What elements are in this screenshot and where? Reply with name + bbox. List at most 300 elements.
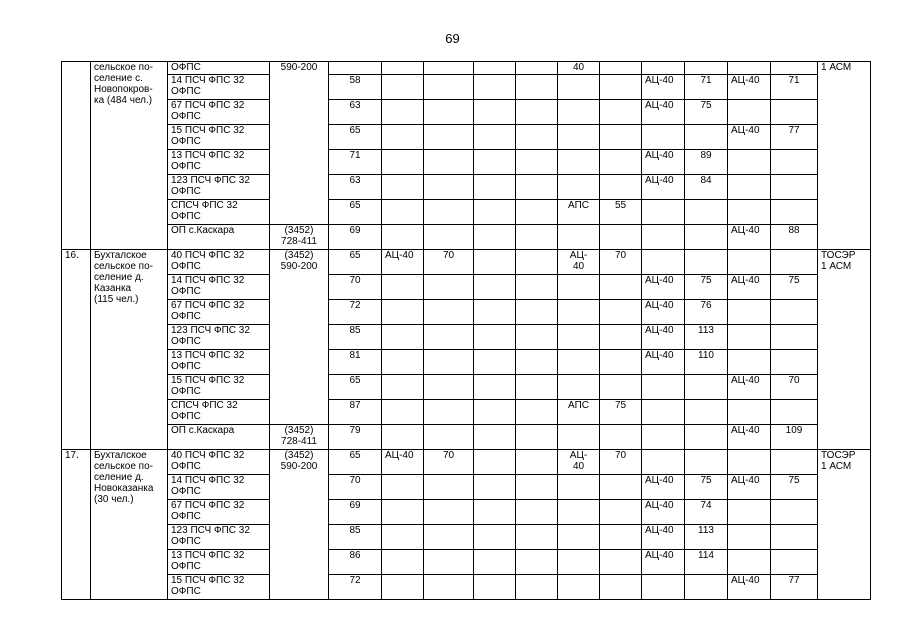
vehicle-type-cell <box>382 550 424 575</box>
vehicle-time-cell <box>685 425 728 450</box>
empty-cell <box>474 400 516 425</box>
empty-cell <box>516 450 558 475</box>
empty-cell <box>474 250 516 275</box>
vehicle-type-cell <box>558 375 600 400</box>
vehicle-type-cell <box>558 575 600 600</box>
empty-cell <box>424 62 474 75</box>
vehicle-type-cell: АПС <box>558 400 600 425</box>
unit-cell: 123 ПСЧ ФПС 32 ОФПС <box>168 175 270 200</box>
vehicle-type-cell <box>558 275 600 300</box>
empty-cell <box>771 62 818 75</box>
vehicle-time-cell: 75 <box>685 100 728 125</box>
vehicle-time-cell <box>600 550 642 575</box>
table-row <box>62 525 871 550</box>
empty-cell <box>516 175 558 200</box>
vehicle-type-cell: АЦ-40 <box>728 225 771 250</box>
arrival-time-cell: 65 <box>329 125 382 150</box>
vehicle-time-cell <box>685 450 728 475</box>
table-row <box>62 425 871 450</box>
arrival-time-cell: 85 <box>329 525 382 550</box>
vehicle-time-cell <box>600 100 642 125</box>
unit-cell: ОФПС <box>168 62 270 75</box>
vehicle-time-cell: 70 <box>424 250 474 275</box>
vehicle-time-cell <box>424 575 474 600</box>
arrival-time-cell: 65 <box>329 450 382 475</box>
vehicle-time-cell: 75 <box>600 400 642 425</box>
table-row <box>62 375 871 400</box>
arrival-time-cell: 86 <box>329 550 382 575</box>
vehicle-time-cell <box>424 275 474 300</box>
settlement-cell: Бухталское сельское по- селение д. Новоказанка (30 чел.) <box>91 450 168 600</box>
vehicle-type-cell: АЦ-40 <box>642 525 685 550</box>
vehicle-time-cell <box>771 100 818 125</box>
vehicle-time-cell: 113 <box>685 525 728 550</box>
unit-cell: 14 ПСЧ ФПС 32 ОФПС <box>168 75 270 100</box>
unit-cell: 67 ПСЧ ФПС 32 ОФПС <box>168 500 270 525</box>
vehicle-time-cell <box>600 425 642 450</box>
vehicle-type-cell <box>642 450 685 475</box>
vehicle-type-cell: АЦ-40 <box>642 150 685 175</box>
vehicle-time-cell <box>424 400 474 425</box>
vehicle-time-cell <box>600 325 642 350</box>
vehicle-type-cell: АЦ-40 <box>728 375 771 400</box>
vehicle-type-cell <box>558 550 600 575</box>
vehicle-type-cell: АЦ-40 <box>728 425 771 450</box>
table-row <box>62 250 871 275</box>
note-cell: 1 АСМ <box>818 62 871 250</box>
vehicle-type-cell <box>382 475 424 500</box>
arrival-time-cell: 63 <box>329 100 382 125</box>
empty-cell <box>516 400 558 425</box>
unit-cell: 14 ПСЧ ФПС 32 ОФПС <box>168 475 270 500</box>
vehicle-type-cell: АЦ-40 <box>642 550 685 575</box>
empty-cell <box>474 75 516 100</box>
vehicle-time-cell <box>600 575 642 600</box>
vehicle-time-cell <box>771 150 818 175</box>
vehicle-time-cell: 70 <box>600 450 642 475</box>
vehicle-time-cell: 88 <box>771 225 818 250</box>
empty-cell <box>516 125 558 150</box>
vehicle-type-cell <box>728 325 771 350</box>
section-number-cell: 17. <box>62 450 91 600</box>
vehicle-time-cell <box>424 350 474 375</box>
vehicle-time-cell <box>600 75 642 100</box>
vehicle-type-cell <box>642 200 685 225</box>
table-row <box>62 200 871 225</box>
empty-cell <box>474 175 516 200</box>
vehicle-type-cell <box>642 125 685 150</box>
table-row <box>62 150 871 175</box>
empty-cell <box>474 200 516 225</box>
table-row <box>62 400 871 425</box>
vehicle-time-cell: 75 <box>685 475 728 500</box>
vehicle-type-cell <box>728 450 771 475</box>
vehicle-time-cell <box>424 75 474 100</box>
vehicle-time-cell <box>600 525 642 550</box>
vehicle-time-cell <box>600 350 642 375</box>
vehicle-time-cell <box>600 150 642 175</box>
vehicle-time-cell <box>424 175 474 200</box>
vehicle-type-cell <box>558 75 600 100</box>
empty-cell <box>474 325 516 350</box>
vehicle-type-cell <box>728 150 771 175</box>
vehicle-type-cell <box>728 400 771 425</box>
arrival-time-cell: 72 <box>329 300 382 325</box>
vehicle-type-cell <box>382 425 424 450</box>
vehicle-type-cell <box>558 175 600 200</box>
vehicle-time-cell <box>685 200 728 225</box>
table-row <box>62 75 871 100</box>
table-row <box>62 450 871 475</box>
arrival-time-cell: 65 <box>329 200 382 225</box>
vehicle-time-cell <box>685 375 728 400</box>
table-row <box>62 325 871 350</box>
vehicle-type-cell <box>382 575 424 600</box>
vehicle-time-cell <box>600 225 642 250</box>
vehicle-time-cell: 75 <box>771 475 818 500</box>
vehicle-time-cell <box>424 200 474 225</box>
vehicle-type-cell <box>558 125 600 150</box>
vehicle-time-cell: 77 <box>771 125 818 150</box>
vehicle-time-cell <box>771 450 818 475</box>
unit-cell: 123 ПСЧ ФПС 32 ОФПС <box>168 325 270 350</box>
vehicle-type-cell <box>642 250 685 275</box>
vehicle-time-cell <box>600 275 642 300</box>
vehicle-time-cell: 77 <box>771 575 818 600</box>
empty-cell <box>516 62 558 75</box>
empty-cell <box>474 100 516 125</box>
empty-cell <box>516 475 558 500</box>
vehicle-time-cell: 70 <box>424 450 474 475</box>
vehicle-type-cell: 40 <box>558 62 600 75</box>
empty-cell <box>516 275 558 300</box>
vehicle-type-cell <box>728 500 771 525</box>
vehicle-type-cell <box>558 350 600 375</box>
empty-cell <box>474 125 516 150</box>
vehicle-type-cell: АЦ-40 <box>728 125 771 150</box>
vehicle-time-cell <box>685 225 728 250</box>
unit-cell: 40 ПСЧ ФПС 32 ОФПС <box>168 450 270 475</box>
empty-cell <box>516 375 558 400</box>
empty-cell <box>474 375 516 400</box>
empty-cell <box>728 62 771 75</box>
empty-cell <box>516 150 558 175</box>
arrival-time-cell: 70 <box>329 475 382 500</box>
vehicle-type-cell <box>382 500 424 525</box>
vehicle-type-cell <box>558 500 600 525</box>
vehicle-time-cell <box>424 100 474 125</box>
vehicle-type-cell <box>728 175 771 200</box>
vehicle-type-cell: АЦ-40 <box>642 100 685 125</box>
vehicle-type-cell <box>382 150 424 175</box>
unit-cell: 67 ПСЧ ФПС 32 ОФПС <box>168 300 270 325</box>
fire-dispatch-table <box>61 61 871 600</box>
empty-cell <box>474 525 516 550</box>
vehicle-type-cell <box>558 100 600 125</box>
vehicle-type-cell <box>728 525 771 550</box>
vehicle-type-cell: АЦ-40 <box>642 300 685 325</box>
empty-cell <box>474 475 516 500</box>
vehicle-type-cell: АЦ-40 <box>728 75 771 100</box>
vehicle-type-cell: АЦ- 40 <box>558 250 600 275</box>
vehicle-time-cell <box>600 300 642 325</box>
vehicle-time-cell: 70 <box>771 375 818 400</box>
vehicle-type-cell <box>382 175 424 200</box>
empty-cell <box>474 500 516 525</box>
vehicle-time-cell: 84 <box>685 175 728 200</box>
vehicle-time-cell <box>424 550 474 575</box>
vehicle-time-cell <box>771 325 818 350</box>
note-cell: ТОСЭР 1 АСМ <box>818 450 871 600</box>
phone-cell: (3452) 590-200 <box>270 450 329 600</box>
vehicle-type-cell: АЦ-40 <box>642 275 685 300</box>
vehicle-time-cell <box>424 225 474 250</box>
vehicle-type-cell <box>382 400 424 425</box>
unit-cell: 14 ПСЧ ФПС 32 ОФПС <box>168 275 270 300</box>
arrival-time-cell: 85 <box>329 325 382 350</box>
page-number: 69 <box>445 31 460 46</box>
table-row <box>62 350 871 375</box>
vehicle-type-cell <box>382 100 424 125</box>
vehicle-type-cell <box>728 300 771 325</box>
vehicle-type-cell <box>728 250 771 275</box>
arrival-time-cell: 65 <box>329 375 382 400</box>
vehicle-time-cell <box>600 500 642 525</box>
vehicle-type-cell <box>642 575 685 600</box>
empty-cell <box>474 62 516 75</box>
empty-cell <box>474 450 516 475</box>
table-row <box>62 500 871 525</box>
table-row <box>62 550 871 575</box>
vehicle-time-cell <box>424 525 474 550</box>
vehicle-type-cell <box>382 525 424 550</box>
table-row <box>62 575 871 600</box>
vehicle-time-cell: 110 <box>685 350 728 375</box>
section-number-cell <box>62 62 91 250</box>
empty-cell <box>516 350 558 375</box>
empty-cell <box>516 100 558 125</box>
vehicle-type-cell: АПС <box>558 200 600 225</box>
vehicle-type-cell <box>558 525 600 550</box>
vehicle-type-cell <box>558 475 600 500</box>
vehicle-time-cell: 70 <box>600 250 642 275</box>
vehicle-time-cell <box>424 475 474 500</box>
vehicle-type-cell <box>728 550 771 575</box>
arrival-time-cell: 63 <box>329 175 382 200</box>
vehicle-time-cell: 75 <box>771 275 818 300</box>
vehicle-time-cell <box>771 400 818 425</box>
phone-cell: (3452) 728-411 <box>270 225 329 250</box>
vehicle-time-cell <box>424 500 474 525</box>
vehicle-time-cell <box>771 300 818 325</box>
vehicle-time-cell <box>424 425 474 450</box>
vehicle-time-cell: 76 <box>685 300 728 325</box>
table-row <box>62 175 871 200</box>
vehicle-time-cell <box>771 500 818 525</box>
phone-cell: 590-200 <box>270 62 329 225</box>
table-row <box>62 300 871 325</box>
vehicle-time-cell <box>685 400 728 425</box>
vehicle-type-cell: АЦ-40 <box>642 500 685 525</box>
arrival-time-cell <box>329 62 382 75</box>
arrival-time-cell: 87 <box>329 400 382 425</box>
vehicle-type-cell <box>728 350 771 375</box>
vehicle-time-cell <box>771 350 818 375</box>
table-row <box>62 125 871 150</box>
empty-cell <box>685 62 728 75</box>
vehicle-type-cell <box>558 300 600 325</box>
vehicle-time-cell <box>685 250 728 275</box>
vehicle-type-cell: АЦ-40 <box>728 575 771 600</box>
unit-cell: 123 ПСЧ ФПС 32 ОФПС <box>168 525 270 550</box>
empty-cell <box>516 500 558 525</box>
vehicle-type-cell: АЦ-40 <box>642 475 685 500</box>
empty-cell <box>516 575 558 600</box>
vehicle-time-cell <box>771 175 818 200</box>
arrival-time-cell: 65 <box>329 250 382 275</box>
vehicle-time-cell <box>600 175 642 200</box>
vehicle-time-cell <box>771 200 818 225</box>
empty-cell <box>516 425 558 450</box>
phone-cell: (3452) 728-411 <box>270 425 329 450</box>
unit-cell: ОП с.Каскара <box>168 225 270 250</box>
vehicle-type-cell <box>382 300 424 325</box>
unit-cell: 15 ПСЧ ФПС 32 ОФПС <box>168 375 270 400</box>
empty-cell <box>516 250 558 275</box>
empty-cell <box>516 550 558 575</box>
vehicle-type-cell: АЦ-40 <box>642 75 685 100</box>
unit-cell: 13 ПСЧ ФПС 32 ОФПС <box>168 150 270 175</box>
unit-cell: ОП с.Каскара <box>168 425 270 450</box>
vehicle-time-cell <box>600 375 642 400</box>
table-row <box>62 225 871 250</box>
vehicle-time-cell: 75 <box>685 275 728 300</box>
vehicle-time-cell: 74 <box>685 500 728 525</box>
vehicle-type-cell: АЦ-40 <box>382 450 424 475</box>
unit-cell: 15 ПСЧ ФПС 32 ОФПС <box>168 575 270 600</box>
section-number-cell: 16. <box>62 250 91 450</box>
vehicle-type-cell <box>382 325 424 350</box>
vehicle-time-cell <box>600 475 642 500</box>
arrival-time-cell: 72 <box>329 575 382 600</box>
vehicle-type-cell <box>642 375 685 400</box>
empty-cell <box>516 325 558 350</box>
vehicle-type-cell: АЦ-40 <box>728 275 771 300</box>
empty-cell <box>474 150 516 175</box>
empty-cell <box>382 62 424 75</box>
table-row <box>62 475 871 500</box>
arrival-time-cell: 69 <box>329 225 382 250</box>
unit-cell: 15 ПСЧ ФПС 32 ОФПС <box>168 125 270 150</box>
unit-cell: СПСЧ ФПС 32 ОФПС <box>168 400 270 425</box>
arrival-time-cell: 79 <box>329 425 382 450</box>
empty-cell <box>474 275 516 300</box>
empty-cell <box>474 575 516 600</box>
empty-cell <box>474 350 516 375</box>
vehicle-type-cell: АЦ-40 <box>728 475 771 500</box>
arrival-time-cell: 71 <box>329 150 382 175</box>
empty-cell <box>474 550 516 575</box>
vehicle-type-cell <box>558 225 600 250</box>
vehicle-type-cell <box>558 325 600 350</box>
vehicle-time-cell: 89 <box>685 150 728 175</box>
vehicle-time-cell: 109 <box>771 425 818 450</box>
vehicle-type-cell <box>382 125 424 150</box>
vehicle-time-cell <box>685 125 728 150</box>
settlement-cell: Бухталское сельское по- селение д. Казанка (115 чел.) <box>91 250 168 450</box>
empty-cell <box>516 525 558 550</box>
vehicle-type-cell <box>382 375 424 400</box>
arrival-time-cell: 69 <box>329 500 382 525</box>
arrival-time-cell: 58 <box>329 75 382 100</box>
vehicle-type-cell <box>642 400 685 425</box>
vehicle-type-cell <box>382 275 424 300</box>
vehicle-time-cell: 113 <box>685 325 728 350</box>
table-row <box>62 275 871 300</box>
empty-cell <box>516 200 558 225</box>
unit-cell: 13 ПСЧ ФПС 32 ОФПС <box>168 350 270 375</box>
vehicle-type-cell <box>728 200 771 225</box>
vehicle-type-cell: АЦ-40 <box>382 250 424 275</box>
table-row <box>62 100 871 125</box>
vehicle-type-cell <box>382 350 424 375</box>
empty-cell <box>474 425 516 450</box>
vehicle-time-cell: 114 <box>685 550 728 575</box>
vehicle-type-cell <box>382 75 424 100</box>
vehicle-time-cell <box>424 300 474 325</box>
phone-cell: (3452) 590-200 <box>270 250 329 425</box>
vehicle-type-cell <box>382 200 424 225</box>
vehicle-type-cell <box>558 150 600 175</box>
vehicle-type-cell: АЦ- 40 <box>558 450 600 475</box>
unit-cell: СПСЧ ФПС 32 ОФПС <box>168 200 270 225</box>
vehicle-time-cell <box>424 150 474 175</box>
vehicle-type-cell <box>642 225 685 250</box>
settlement-cell: сельское по- селение с. Новопокров- ка (484 чел.) <box>91 62 168 250</box>
unit-cell: 13 ПСЧ ФПС 32 ОФПС <box>168 550 270 575</box>
vehicle-time-cell <box>424 125 474 150</box>
vehicle-type-cell <box>728 100 771 125</box>
vehicle-time-cell: 71 <box>685 75 728 100</box>
empty-cell <box>642 62 685 75</box>
vehicle-time-cell: 55 <box>600 200 642 225</box>
vehicle-type-cell: АЦ-40 <box>642 325 685 350</box>
vehicle-time-cell <box>600 125 642 150</box>
vehicle-time-cell <box>771 550 818 575</box>
arrival-time-cell: 81 <box>329 350 382 375</box>
empty-cell <box>516 300 558 325</box>
vehicle-time-cell: 71 <box>771 75 818 100</box>
empty-cell <box>516 75 558 100</box>
empty-cell <box>474 300 516 325</box>
vehicle-type-cell <box>382 225 424 250</box>
unit-cell: 67 ПСЧ ФПС 32 ОФПС <box>168 100 270 125</box>
empty-cell <box>600 62 642 75</box>
vehicle-time-cell <box>685 575 728 600</box>
vehicle-time-cell <box>424 375 474 400</box>
vehicle-type-cell: АЦ-40 <box>642 350 685 375</box>
vehicle-time-cell <box>771 250 818 275</box>
unit-cell: 40 ПСЧ ФПС 32 ОФПС <box>168 250 270 275</box>
note-cell: ТОСЭР 1 АСМ <box>818 250 871 450</box>
arrival-time-cell: 70 <box>329 275 382 300</box>
vehicle-type-cell: АЦ-40 <box>642 175 685 200</box>
vehicle-type-cell <box>558 425 600 450</box>
vehicle-time-cell <box>771 525 818 550</box>
vehicle-time-cell <box>424 325 474 350</box>
table-row <box>62 62 871 75</box>
empty-cell <box>474 225 516 250</box>
